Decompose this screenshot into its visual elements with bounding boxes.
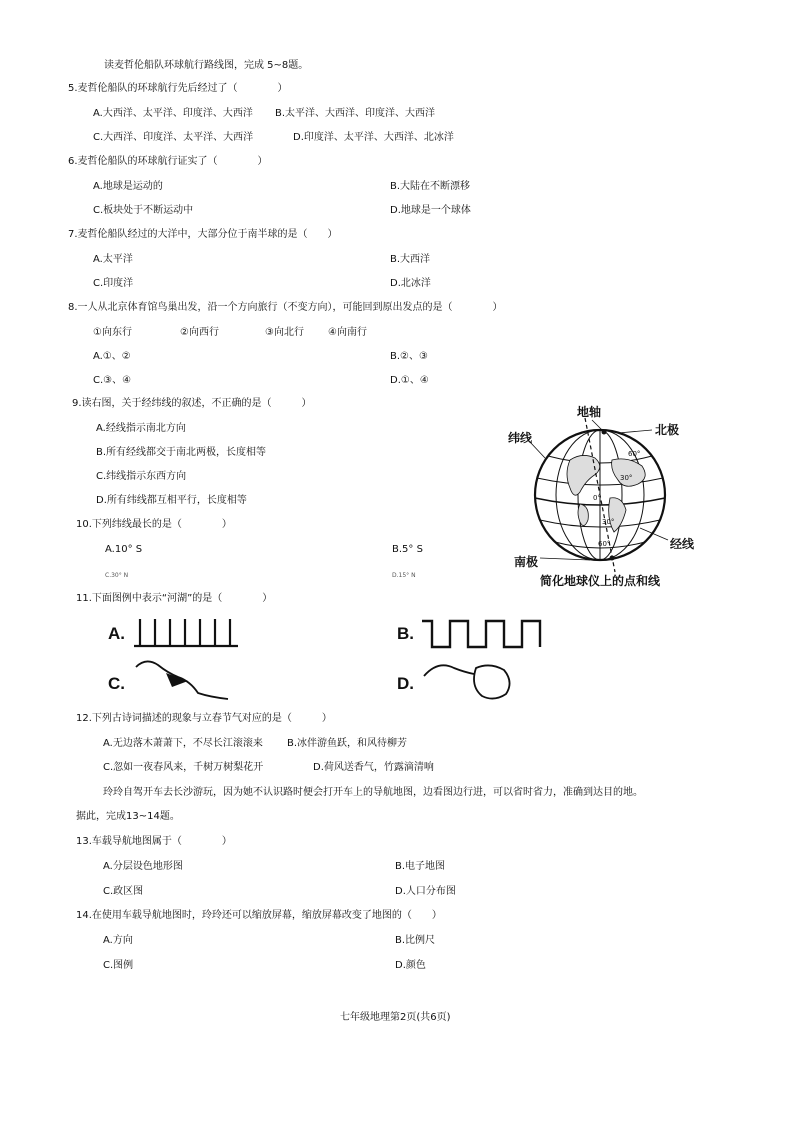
legend-a-symbol bbox=[132, 615, 242, 651]
question-13-option-a[interactable]: A.分层设色地形图 bbox=[103, 861, 183, 872]
page-footer: 七年级地理第2页(共6页) bbox=[340, 1012, 451, 1023]
continent-shape bbox=[612, 459, 646, 486]
question-8-option-b[interactable]: B.②、③ bbox=[390, 351, 428, 362]
globe-caption: 简化地球仪上的点和线 bbox=[540, 574, 661, 588]
question-13-option-d[interactable]: D.人口分布图 bbox=[395, 886, 456, 897]
question-7-stem: 7.麦哲伦船队经过的大洋中，大部分位于南半球的是（ ） bbox=[68, 229, 338, 240]
reading-intro-2-cont: 据此，完成13~14题。 bbox=[76, 811, 180, 822]
label-north-pole: 北极 bbox=[655, 423, 680, 437]
south-pole-dot bbox=[610, 556, 615, 561]
question-8-choice-2: ②向西行 bbox=[180, 327, 219, 338]
question-14-option-d[interactable]: D.颜色 bbox=[395, 960, 426, 971]
question-13-option-b[interactable]: B.电子地图 bbox=[395, 861, 446, 872]
question-8-stem: 8.一人从北京体育馆鸟巢出发，沿一个方向旅行（不变方向），可能回到原出发点的是（ ） bbox=[68, 302, 503, 313]
question-12-stem: 12.下列古诗词描述的现象与立春节气对应的是（ ） bbox=[76, 713, 332, 724]
question-5-option-b[interactable]: B.太平洋、大西洋、印度洋、大西洋 bbox=[275, 108, 436, 119]
degree-60n: 60° bbox=[628, 450, 641, 458]
question-9-option-d[interactable]: D.所有纬线都互相平行，长度相等 bbox=[96, 495, 247, 506]
question-8-choice-1: ①向东行 bbox=[93, 327, 132, 338]
question-14-option-a[interactable]: A.方向 bbox=[103, 935, 133, 946]
question-9-option-a[interactable]: A.经线指示南北方向 bbox=[96, 423, 186, 434]
question-8-choice-3: ③向北行 bbox=[265, 327, 304, 338]
reading-intro-2: 玲玲自驾开车去长沙游玩，因为她不认识路时便会打开车上的导航地图，边看图边行进，可以省时省力，准确到达目的地。 bbox=[103, 787, 643, 798]
question-14-option-b[interactable]: B.比例尺 bbox=[395, 935, 436, 946]
label-parallel: 纬线 bbox=[508, 431, 533, 445]
question-8-choice-4: ④向南行 bbox=[328, 327, 367, 338]
question-11-option-d[interactable]: D. bbox=[397, 674, 414, 693]
question-12-option-b[interactable]: B.冰伴游鱼跃，和风待柳芳 bbox=[287, 738, 408, 749]
legend-d-symbol bbox=[420, 658, 520, 704]
degree-60s: 60° bbox=[598, 540, 611, 548]
legend-c-symbol bbox=[132, 655, 237, 703]
question-12-option-c[interactable]: C.忽如一夜春风来，千树万树梨花开 bbox=[103, 762, 264, 773]
question-11-option-b[interactable]: B. bbox=[397, 624, 414, 643]
question-6-stem: 6.麦哲伦船队的环球航行证实了（ ） bbox=[68, 156, 268, 167]
question-5-stem: 5.麦哲伦船队的环球航行先后经过了（ ） bbox=[68, 83, 288, 94]
question-8-option-d[interactable]: D.①、④ bbox=[390, 375, 429, 386]
question-5-option-a[interactable]: A.大西洋、太平洋、印度洋、大西洋 bbox=[93, 108, 253, 119]
question-12-option-a[interactable]: A.无边落木萧萧下，不尽长江滚滚来 bbox=[103, 738, 263, 749]
degree-30n: 30° bbox=[620, 474, 633, 482]
parallel-leader bbox=[530, 442, 545, 458]
question-14-stem: 14.在使用车载导航地图时，玲玲还可以缩放屏幕，缩放屏幕改变了地图的（ ） bbox=[76, 910, 442, 921]
label-south-pole: 南极 bbox=[514, 555, 539, 569]
question-5-option-c[interactable]: C.大西洋、印度洋、太平洋、大西洋 bbox=[93, 132, 254, 143]
continent-shape bbox=[567, 455, 600, 495]
question-6-option-b[interactable]: B.大陆在不断漂移 bbox=[390, 181, 471, 192]
degree-30s: 30° bbox=[602, 518, 615, 526]
question-9-option-c[interactable]: C.纬线指示东西方向 bbox=[96, 471, 187, 482]
question-9-stem: 9.读右图，关于经纬线的叙述，不正确的是（ ） bbox=[72, 398, 312, 409]
question-8-option-c[interactable]: C.③、④ bbox=[93, 375, 132, 386]
question-13-option-c[interactable]: C.政区图 bbox=[103, 886, 144, 897]
question-12-option-d[interactable]: D.荷风送香气，竹露滴清响 bbox=[313, 762, 434, 773]
question-11-option-a[interactable]: A. bbox=[108, 624, 125, 643]
north-pole-leader bbox=[618, 430, 652, 433]
question-7-option-d[interactable]: D.北冰洋 bbox=[390, 278, 431, 289]
question-7-option-c[interactable]: C.印度洋 bbox=[93, 278, 134, 289]
question-10-stem: 10.下列纬线最长的是（ ） bbox=[76, 519, 232, 530]
question-5-option-d[interactable]: D.印度洋、太平洋、大西洋、北冰洋 bbox=[293, 132, 454, 143]
label-meridian: 经线 bbox=[670, 537, 695, 551]
question-7-option-a[interactable]: A.太平洋 bbox=[93, 254, 133, 265]
question-10-option-c[interactable]: C.30° N bbox=[105, 572, 129, 579]
legend-b-symbol bbox=[420, 615, 545, 653]
reading-intro: 读麦哲伦船队环球航行路线图，完成 5~8题。 bbox=[104, 60, 309, 71]
question-8-option-a[interactable]: A.①、② bbox=[93, 351, 131, 362]
north-pole-dot bbox=[602, 430, 607, 435]
question-9-option-b[interactable]: B.所有经线都交于南北两极，长度相等 bbox=[96, 447, 267, 458]
question-6-option-d[interactable]: D.地球是一个球体 bbox=[390, 205, 471, 216]
question-7-option-b[interactable]: B.大西洋 bbox=[390, 254, 431, 265]
question-13-stem: 13.车载导航地图属于（ ） bbox=[76, 836, 232, 847]
question-6-option-a[interactable]: A.地球是运动的 bbox=[93, 181, 163, 192]
label-earth-axis: 地轴 bbox=[577, 405, 602, 419]
question-6-option-c[interactable]: C.板块处于不断运动中 bbox=[93, 205, 194, 216]
degree-0: 0° bbox=[593, 494, 601, 502]
question-11-stem: 11.下面图例中表示“河湖”的是（ ） bbox=[76, 593, 273, 604]
question-10-option-d[interactable]: D.15° N bbox=[392, 572, 416, 579]
question-10-option-b[interactable]: B.5° S bbox=[392, 544, 423, 555]
globe-figure bbox=[500, 400, 700, 590]
question-11-option-c[interactable]: C. bbox=[108, 674, 125, 693]
question-10-option-a[interactable]: A.10° S bbox=[105, 544, 143, 555]
question-14-option-c[interactable]: C.图例 bbox=[103, 960, 134, 971]
continent-shape bbox=[609, 498, 626, 532]
